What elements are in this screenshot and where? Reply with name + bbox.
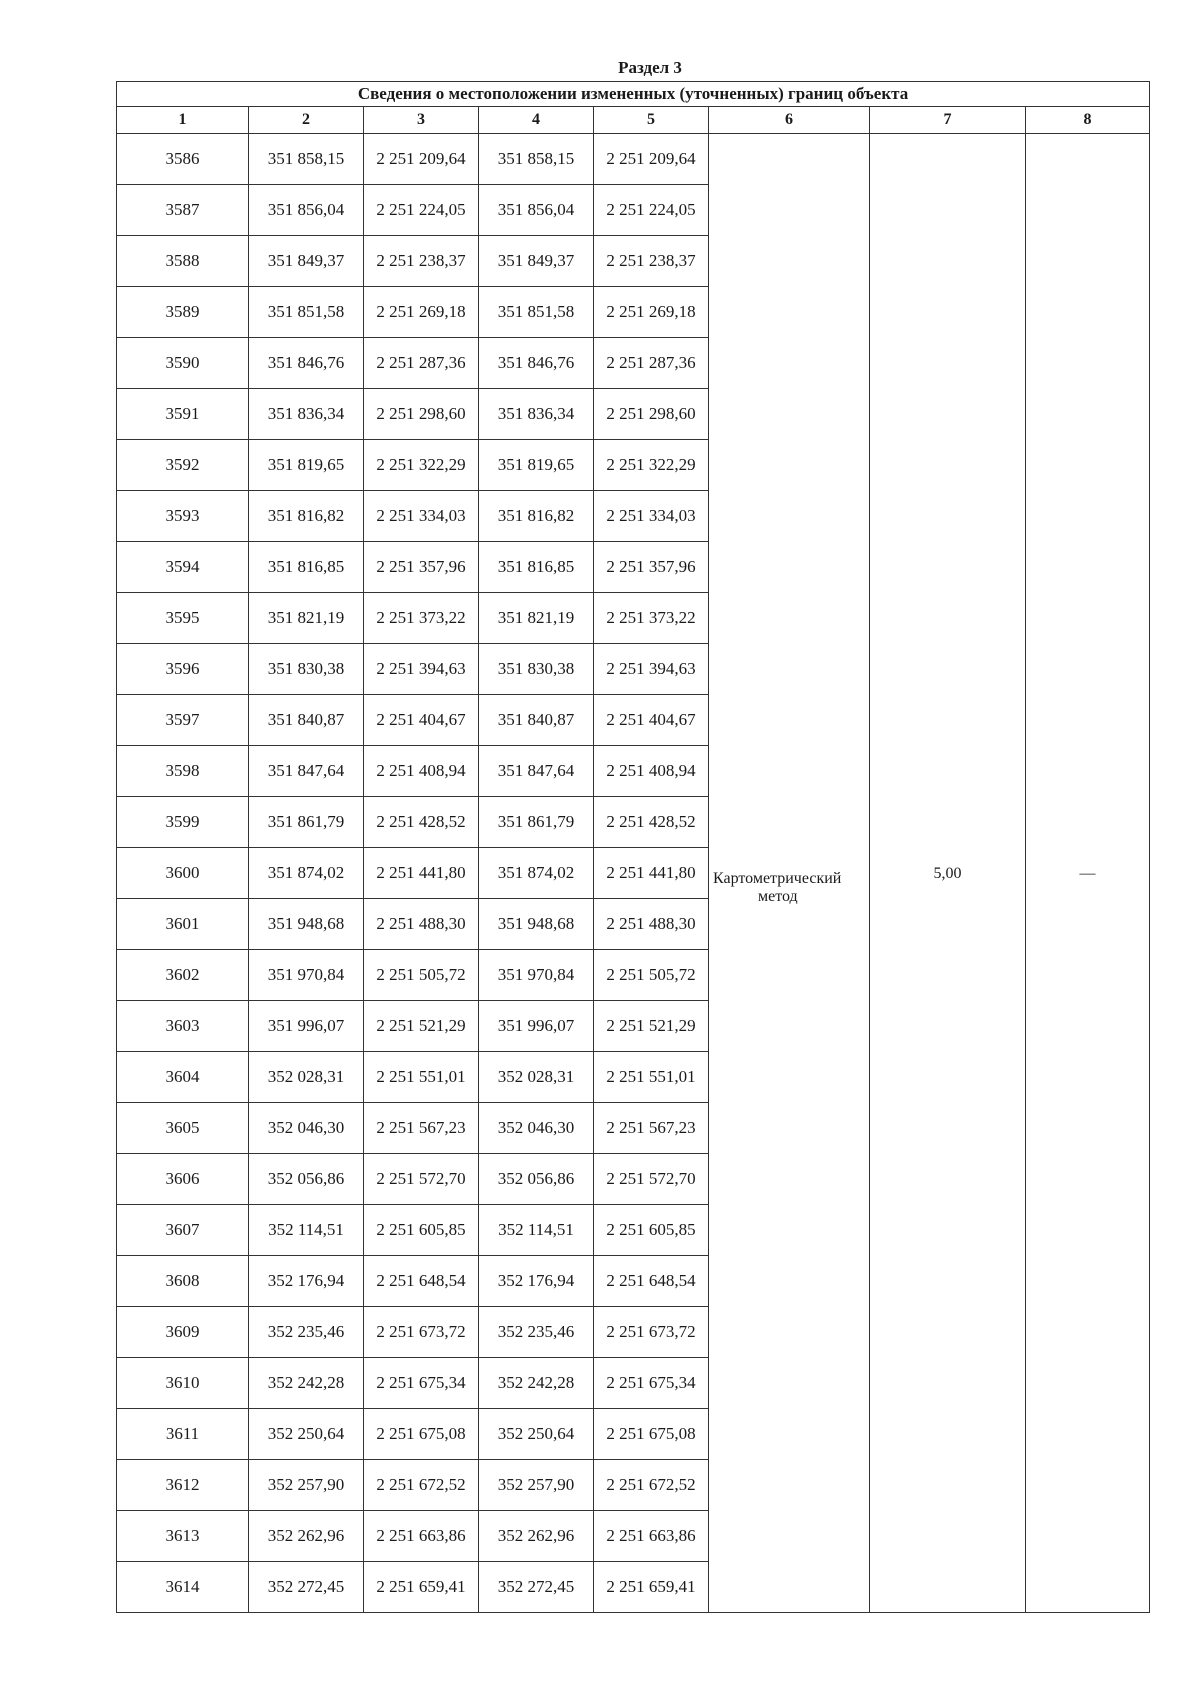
- column-number: 7: [870, 107, 1026, 134]
- coordinate-cell: 2 251 394,63: [364, 644, 479, 695]
- point-number-cell: 3593: [117, 491, 249, 542]
- coordinate-cell: 2 251 675,34: [594, 1358, 709, 1409]
- coordinate-cell: 2 251 648,54: [594, 1256, 709, 1307]
- coordinate-cell: 352 262,96: [249, 1511, 364, 1562]
- point-number-cell: 3608: [117, 1256, 249, 1307]
- coordinate-cell: 2 251 209,64: [594, 134, 709, 185]
- coordinate-cell: 2 251 441,80: [594, 848, 709, 899]
- coordinate-cell: 351 846,76: [479, 338, 594, 389]
- coordinate-cell: 2 251 224,05: [594, 185, 709, 236]
- coordinate-cell: 2 251 298,60: [364, 389, 479, 440]
- coordinate-cell: 2 251 567,23: [594, 1103, 709, 1154]
- coordinate-cell: 2 251 648,54: [364, 1256, 479, 1307]
- coordinate-cell: 2 251 269,18: [594, 287, 709, 338]
- coordinate-cell: 352 272,45: [479, 1562, 594, 1613]
- coordinate-cell: 351 821,19: [249, 593, 364, 644]
- section-title: Раздел 3: [618, 58, 682, 77]
- coordinate-cell: 351 858,15: [479, 134, 594, 185]
- coordinate-cell: 352 250,64: [249, 1409, 364, 1460]
- coordinate-cell: 2 251 287,36: [594, 338, 709, 389]
- method-cell: [709, 134, 870, 1613]
- point-number-cell: 3598: [117, 746, 249, 797]
- coordinate-cell: 352 176,94: [479, 1256, 594, 1307]
- coordinate-cell: 351 819,65: [249, 440, 364, 491]
- coordinate-cell: 2 251 334,03: [364, 491, 479, 542]
- coordinate-cell: 351 856,04: [479, 185, 594, 236]
- point-number-cell: 3601: [117, 899, 249, 950]
- coordinate-cell: 2 251 659,41: [594, 1562, 709, 1613]
- coordinate-cell: 2 251 287,36: [364, 338, 479, 389]
- coordinate-cell: 351 948,68: [479, 899, 594, 950]
- coordinate-cell: 351 874,02: [479, 848, 594, 899]
- coordinate-cell: 352 235,46: [249, 1307, 364, 1358]
- coordinate-cell: 351 970,84: [249, 950, 364, 1001]
- coordinate-cell: 352 028,31: [249, 1052, 364, 1103]
- coordinate-cell: 351 846,76: [249, 338, 364, 389]
- point-number-cell: 3587: [117, 185, 249, 236]
- coordinate-cell: 351 861,79: [479, 797, 594, 848]
- coordinate-cell: 352 114,51: [479, 1205, 594, 1256]
- coordinate-cell: 352 046,30: [479, 1103, 594, 1154]
- coordinate-cell: 2 251 567,23: [364, 1103, 479, 1154]
- coordinate-cell: 351 836,34: [249, 389, 364, 440]
- coordinate-cell: 2 251 675,08: [594, 1409, 709, 1460]
- coordinate-cell: 352 056,86: [249, 1154, 364, 1205]
- coordinate-cell: 351 948,68: [249, 899, 364, 950]
- point-number-cell: 3609: [117, 1307, 249, 1358]
- coordinate-cell: 351 856,04: [249, 185, 364, 236]
- coordinate-cell: 352 176,94: [249, 1256, 364, 1307]
- coordinate-cell: 351 996,07: [249, 1001, 364, 1052]
- coordinate-cell: 351 819,65: [479, 440, 594, 491]
- point-number-cell: 3600: [117, 848, 249, 899]
- coordinate-cell: 351 847,64: [249, 746, 364, 797]
- coordinate-cell: 351 836,34: [479, 389, 594, 440]
- coordinate-cell: 351 858,15: [249, 134, 364, 185]
- coordinate-cell: 351 840,87: [249, 695, 364, 746]
- coordinate-cell: 2 251 298,60: [594, 389, 709, 440]
- coordinate-cell: 2 251 322,29: [364, 440, 479, 491]
- coordinate-cell: 2 251 521,29: [364, 1001, 479, 1052]
- point-number-cell: 3602: [117, 950, 249, 1001]
- point-number-cell: 3605: [117, 1103, 249, 1154]
- coordinate-cell: 351 874,02: [249, 848, 364, 899]
- method-text-line2: метод: [758, 888, 798, 905]
- point-number-cell: 3599: [117, 797, 249, 848]
- coordinate-cell: 2 251 357,96: [594, 542, 709, 593]
- coordinate-cell: 2 251 488,30: [594, 899, 709, 950]
- coordinate-cell: 2 251 428,52: [594, 797, 709, 848]
- point-number-cell: 3588: [117, 236, 249, 287]
- coordinate-cell: 2 251 322,29: [594, 440, 709, 491]
- column-number: 4: [479, 107, 594, 134]
- coordinate-cell: 351 821,19: [479, 593, 594, 644]
- table-caption-row: [117, 82, 1150, 107]
- point-number-cell: 3596: [117, 644, 249, 695]
- point-number-cell: 3589: [117, 287, 249, 338]
- coordinate-cell: 2 251 209,64: [364, 134, 479, 185]
- coordinate-cell: 2 251 659,41: [364, 1562, 479, 1613]
- coordinate-cell: 351 851,58: [249, 287, 364, 338]
- coordinate-cell: 2 251 663,86: [364, 1511, 479, 1562]
- coordinate-cell: 2 251 663,86: [594, 1511, 709, 1562]
- point-number-cell: 3612: [117, 1460, 249, 1511]
- column-number-row: [117, 107, 1150, 134]
- coordinate-cell: 351 816,82: [479, 491, 594, 542]
- coordinate-cell: 2 251 673,72: [364, 1307, 479, 1358]
- coordinate-cell: 352 235,46: [479, 1307, 594, 1358]
- accuracy-cell: 5,00: [870, 134, 1026, 1613]
- coordinate-cell: 2 251 572,70: [594, 1154, 709, 1205]
- coordinate-cell: 2 251 269,18: [364, 287, 479, 338]
- coordinate-cell: 2 251 408,94: [594, 746, 709, 797]
- column-number: 2: [249, 107, 364, 134]
- coordinate-cell: 352 257,90: [249, 1460, 364, 1511]
- coordinate-cell: 351 849,37: [249, 236, 364, 287]
- coordinate-cell: 2 251 672,52: [594, 1460, 709, 1511]
- coordinate-cell: 352 046,30: [249, 1103, 364, 1154]
- coordinate-cell: 352 272,45: [249, 1562, 364, 1613]
- coordinate-cell: 2 251 357,96: [364, 542, 479, 593]
- point-number-cell: 3590: [117, 338, 249, 389]
- table-body: [117, 134, 1150, 1613]
- coordinate-cell: 351 849,37: [479, 236, 594, 287]
- table-caption: Сведения о местоположении измененных (уточненных) границ объекта: [117, 82, 1150, 107]
- method-text-line1: Картометрический: [713, 870, 842, 887]
- coordinate-cell: 352 056,86: [479, 1154, 594, 1205]
- coordinate-cell: 351 847,64: [479, 746, 594, 797]
- table-row: [117, 134, 1150, 185]
- coordinate-cell: 351 816,82: [249, 491, 364, 542]
- coordinate-cell: 2 251 521,29: [594, 1001, 709, 1052]
- point-number-cell: 3614: [117, 1562, 249, 1613]
- point-number-cell: 3595: [117, 593, 249, 644]
- coordinates-table: [116, 81, 1150, 1613]
- point-number-cell: 3613: [117, 1511, 249, 1562]
- point-number-cell: 3603: [117, 1001, 249, 1052]
- coordinate-cell: 2 251 672,52: [364, 1460, 479, 1511]
- coordinate-cell: 2 251 572,70: [364, 1154, 479, 1205]
- coordinate-cell: 2 251 505,72: [594, 950, 709, 1001]
- column-number: 5: [594, 107, 709, 134]
- coordinate-cell: 351 830,38: [479, 644, 594, 695]
- point-number-cell: 3611: [117, 1409, 249, 1460]
- coordinate-cell: 352 028,31: [479, 1052, 594, 1103]
- coordinate-cell: 2 251 605,85: [364, 1205, 479, 1256]
- coordinate-cell: 2 251 551,01: [594, 1052, 709, 1103]
- coordinate-cell: 2 251 404,67: [364, 695, 479, 746]
- coordinate-cell: 352 257,90: [479, 1460, 594, 1511]
- coordinate-cell: 2 251 505,72: [364, 950, 479, 1001]
- coordinate-cell: 352 262,96: [479, 1511, 594, 1562]
- coordinate-cell: 352 250,64: [479, 1409, 594, 1460]
- coordinate-cell: 351 996,07: [479, 1001, 594, 1052]
- coordinate-cell: 2 251 224,05: [364, 185, 479, 236]
- point-number-cell: 3592: [117, 440, 249, 491]
- coordinate-cell: 351 816,85: [249, 542, 364, 593]
- coordinate-cell: 2 251 394,63: [594, 644, 709, 695]
- coordinate-cell: 352 114,51: [249, 1205, 364, 1256]
- point-number-cell: 3604: [117, 1052, 249, 1103]
- point-number-cell: 3610: [117, 1358, 249, 1409]
- column-number: 8: [1026, 107, 1150, 134]
- point-number-cell: 3594: [117, 542, 249, 593]
- column-number: 3: [364, 107, 479, 134]
- coordinate-cell: 351 840,87: [479, 695, 594, 746]
- point-number-cell: 3597: [117, 695, 249, 746]
- coordinate-cell: 351 816,85: [479, 542, 594, 593]
- point-number-cell: 3591: [117, 389, 249, 440]
- coordinate-cell: 351 861,79: [249, 797, 364, 848]
- point-number-cell: 3606: [117, 1154, 249, 1205]
- point-number-cell: 3607: [117, 1205, 249, 1256]
- coordinate-cell: 2 251 373,22: [364, 593, 479, 644]
- coordinate-cell: 2 251 551,01: [364, 1052, 479, 1103]
- column-number: 6: [709, 107, 870, 134]
- coordinate-cell: 2 251 605,85: [594, 1205, 709, 1256]
- coordinate-cell: 2 251 404,67: [594, 695, 709, 746]
- coordinate-cell: 2 251 334,03: [594, 491, 709, 542]
- coordinate-cell: 2 251 675,08: [364, 1409, 479, 1460]
- coordinate-cell: 2 251 238,37: [594, 236, 709, 287]
- coordinate-cell: 352 242,28: [479, 1358, 594, 1409]
- coordinate-cell: 2 251 675,34: [364, 1358, 479, 1409]
- coordinate-cell: 352 242,28: [249, 1358, 364, 1409]
- column-number: 1: [117, 107, 249, 134]
- coordinate-cell: 351 851,58: [479, 287, 594, 338]
- coordinate-cell: 351 970,84: [479, 950, 594, 1001]
- coordinate-cell: 351 830,38: [249, 644, 364, 695]
- coordinate-cell: 2 251 238,37: [364, 236, 479, 287]
- coordinate-cell: 2 251 441,80: [364, 848, 479, 899]
- coordinate-cell: 2 251 488,30: [364, 899, 479, 950]
- coordinate-cell: 2 251 408,94: [364, 746, 479, 797]
- coordinate-cell: 2 251 373,22: [594, 593, 709, 644]
- point-number-cell: 3586: [117, 134, 249, 185]
- coordinate-cell: 2 251 673,72: [594, 1307, 709, 1358]
- note-cell: —: [1026, 134, 1150, 1613]
- coordinates-table-container: [116, 81, 1149, 1613]
- coordinate-cell: 2 251 428,52: [364, 797, 479, 848]
